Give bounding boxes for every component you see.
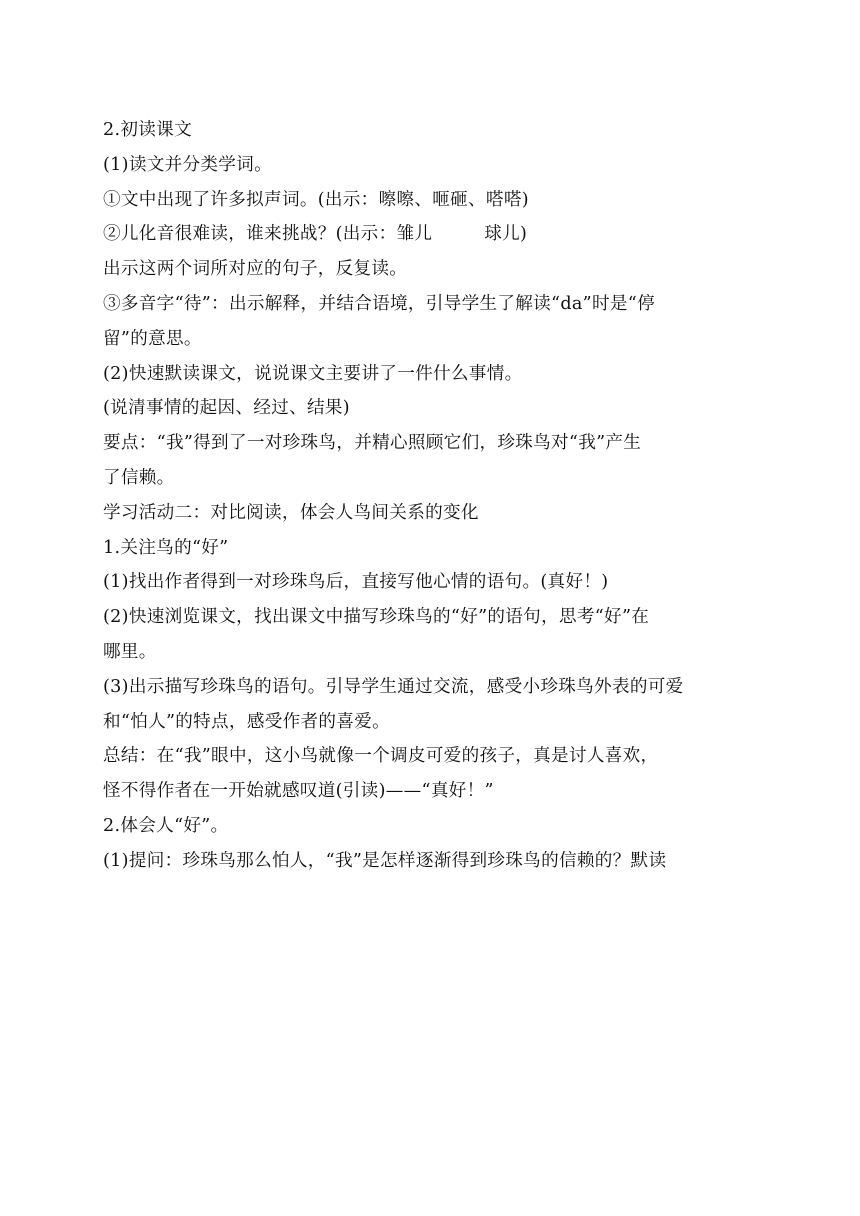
- document-body: [103, 113, 763, 879]
- paragraph-line: 怪不得作者在一开始就感叹道(引读)——“真好！”: [103, 781, 494, 802]
- paragraph-line: (1)读文并分类学词。: [103, 154, 272, 175]
- paragraph-line: 1.关注鸟的“好”: [103, 537, 229, 558]
- paragraph-line: ①文中出现了许多拟声词。(出示：嚓嚓、咂砸、嗒嗒): [103, 189, 529, 210]
- paragraph-line: (1)提问：珍珠鸟那么怕人，“我”是怎样逐渐得到珍珠鸟的信赖的？默读: [103, 850, 667, 871]
- paragraph-line: ③多音字“待”：出示解释，并结合语境，引导学生了解读“da”时是“停: [103, 293, 655, 314]
- line-segment: ②儿化音很难读，谁来挑战？(出示：雏儿: [103, 224, 433, 245]
- paragraph-line: (3)出示描写珍珠鸟的语句。引导学生通过交流，感受小珍珠鸟外表的可爱: [103, 676, 684, 697]
- heading-activity-two: 学习活动二：对比阅读，体会人鸟间关系的变化: [103, 502, 479, 523]
- paragraph-line: (说清事情的起因、经过、结果): [103, 398, 350, 419]
- line-segment: 球儿): [484, 224, 528, 245]
- paragraph-line: 留”的意思。: [103, 328, 202, 349]
- paragraph-line: 出示这两个词所对应的句子，反复读。: [103, 259, 408, 280]
- paragraph-line: 要点：“我”得到了一对珍珠鸟，并精心照顾它们，珍珠鸟对“我”产生: [103, 433, 642, 454]
- paragraph-line: 总结：在“我”眼中，这小鸟就像一个调皮可爱的孩子，真是讨人喜欢，: [103, 746, 659, 767]
- paragraph-line: 了信赖。: [103, 467, 175, 488]
- paragraph-line: (1)找出作者得到一对珍珠鸟后，直接写他心情的语句。(真好！): [103, 572, 609, 593]
- heading-first-reading: 2.初读课文: [103, 120, 192, 140]
- paragraph-line: 和“怕人”的特点，感受作者的喜爱。: [103, 711, 390, 732]
- paragraph-line: (2)快速浏览课文，找出课文中描写珍珠鸟的“好”的语句，思考“好”在: [103, 607, 650, 628]
- paragraph-line: 哪里。: [103, 641, 157, 662]
- paragraph-line: [103, 217, 763, 252]
- paragraph-line: (2)快速默读课文，说说课文主要讲了一件什么事情。: [103, 363, 523, 384]
- paragraph-line: 2.体会人“好”。: [103, 815, 229, 836]
